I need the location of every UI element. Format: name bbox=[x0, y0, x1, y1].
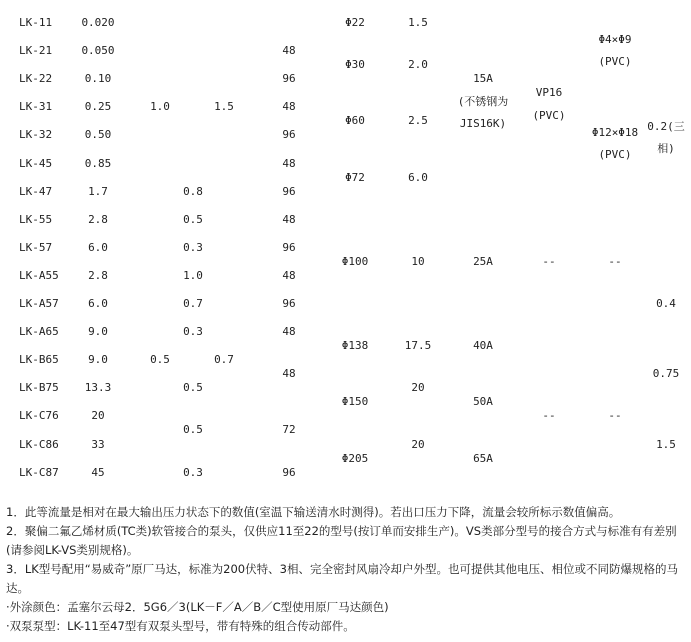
flow-cell: 2.8 bbox=[88, 268, 108, 282]
col-c-cell: 1.0 bbox=[150, 100, 170, 114]
col-k-cell: -- bbox=[608, 409, 622, 423]
col-f-cell: 48 bbox=[282, 325, 296, 339]
flow-cell: 0.50 bbox=[84, 128, 112, 142]
col-h-cell: 2.0 bbox=[408, 58, 428, 72]
flow-cell: 0.85 bbox=[84, 156, 112, 170]
col-h-cell: 20 bbox=[411, 381, 425, 395]
col-g-cell: Φ205 bbox=[341, 451, 369, 465]
col-l-cell: 1.5 bbox=[656, 437, 676, 451]
flow-cell: 0.050 bbox=[81, 44, 115, 58]
note-color: ·外涂颜色：孟塞尔云母2．5G6／3(LK－F／A／B／C型使用原厂马达颜色) bbox=[6, 600, 389, 614]
model-cell: LK-C86 bbox=[19, 437, 59, 451]
col-f-cell: 48 bbox=[282, 100, 296, 114]
note-1: 1．此等流量是相对在最大输出压力状态下的数值(室温下输送清水时测得)。若出口压力下降，流量会较所标示数值偏高。 bbox=[6, 505, 621, 519]
flow-cell: 9.0 bbox=[88, 325, 108, 339]
model-cell: LK-11 bbox=[19, 16, 53, 29]
flow-cell: 45 bbox=[91, 465, 105, 479]
col-f-cell: 48 bbox=[282, 44, 296, 58]
col-d-cell: 0.3 bbox=[183, 465, 203, 479]
col-f-cell: 96 bbox=[282, 465, 296, 479]
flow-cell: 0.25 bbox=[84, 100, 112, 114]
col-g-cell: Φ30 bbox=[345, 58, 365, 72]
col-i-cell: 15A bbox=[473, 72, 493, 86]
col-e-cell: 0.7 bbox=[214, 353, 234, 367]
col-f-cell: 48 bbox=[282, 268, 296, 282]
col-g-cell: Φ72 bbox=[345, 170, 365, 184]
col-h-cell: 17.5 bbox=[404, 339, 432, 353]
col-h-cell: 6.0 bbox=[408, 170, 428, 184]
col-j-cell: -- bbox=[542, 409, 556, 423]
col-g-cell: Φ60 bbox=[345, 114, 365, 128]
col-i-cell: 25A bbox=[473, 254, 493, 268]
col-d-cell: 0.5 bbox=[183, 381, 203, 395]
flow-cell: 20 bbox=[91, 409, 105, 423]
col-f-cell: 72 bbox=[282, 423, 296, 437]
col-h-cell: 10 bbox=[411, 254, 425, 268]
flow-cell: 0.10 bbox=[84, 72, 112, 86]
col-l-cell: 0.4 bbox=[656, 297, 676, 310]
col-d-cell: 1.0 bbox=[183, 268, 203, 282]
col-f-cell: 96 bbox=[282, 297, 296, 310]
flow-cell: 2.8 bbox=[88, 212, 108, 226]
model-cell: LK-B65 bbox=[19, 353, 59, 367]
col-i-cell: JIS16K) bbox=[459, 117, 507, 131]
col-e-cell: 1.5 bbox=[214, 100, 234, 114]
col-j-cell: (PVC) bbox=[532, 108, 566, 122]
col-f-cell: 96 bbox=[282, 240, 296, 254]
col-k-cell: Φ4×Φ9 bbox=[598, 32, 632, 46]
col-i-cell: 50A bbox=[473, 395, 493, 409]
col-k-cell: (PVC) bbox=[598, 148, 632, 162]
col-f-cell: 48 bbox=[282, 156, 296, 170]
model-cell: LK-47 bbox=[19, 184, 53, 198]
col-d-cell: 0.5 bbox=[183, 212, 203, 226]
col-i-cell: 40A bbox=[473, 339, 493, 353]
col-k-cell: -- bbox=[608, 254, 622, 268]
col-f-cell: 96 bbox=[282, 184, 296, 198]
col-h-cell: 1.5 bbox=[408, 16, 428, 29]
col-f-cell: 48 bbox=[282, 367, 296, 381]
col-l-cell: 0.75 bbox=[652, 367, 680, 381]
col-f-cell: 48 bbox=[282, 212, 296, 226]
col-l-cell: 0.2(三 bbox=[647, 119, 685, 133]
model-cell: LK-A57 bbox=[19, 297, 59, 310]
flow-cell: 1.7 bbox=[88, 184, 108, 198]
flow-cell: 6.0 bbox=[88, 240, 108, 254]
col-g-cell: Φ22 bbox=[345, 16, 365, 29]
model-cell: LK-22 bbox=[19, 72, 53, 86]
note-dual-pump: ·双泵泵型：LK-11至47型有双泵头型号，带有特殊的组合传动部件。 bbox=[6, 619, 355, 633]
col-i-cell: (不锈钢为 bbox=[457, 94, 509, 108]
col-i-cell: 65A bbox=[473, 451, 493, 465]
flow-cell: 0.020 bbox=[81, 16, 115, 29]
model-cell: LK-55 bbox=[19, 212, 53, 226]
col-h-cell: 20 bbox=[411, 437, 425, 451]
col-d-cell: 0.5 bbox=[183, 423, 203, 437]
col-d-cell: 0.3 bbox=[183, 240, 203, 254]
model-cell: LK-C87 bbox=[19, 465, 59, 479]
model-cell: LK-31 bbox=[19, 100, 53, 114]
col-k-cell: Φ12×Φ18 bbox=[591, 125, 639, 139]
note-2: 2．聚偏二氟乙烯材质(TC类)软管接合的泵头，仅供应11至22的型号(按订单而安排生产)。VS类部分型号的接合方式与标准有有差别(请参阅LK-VS类别规格)。 bbox=[6, 524, 677, 557]
note-3: 3．LK型号配用“易威奇”原厂马达，标准为200伏特、3相、完全密封风扇冷却户外型。也可提供其他电压、相位或不同防爆规格的马达。 bbox=[6, 562, 678, 595]
col-l-cell: 相) bbox=[657, 142, 675, 156]
flow-cell: 33 bbox=[91, 437, 105, 451]
model-cell: LK-A65 bbox=[19, 325, 59, 339]
col-g-cell: Φ150 bbox=[341, 395, 369, 409]
flow-cell: 6.0 bbox=[88, 297, 108, 310]
col-f-cell: 96 bbox=[282, 128, 296, 142]
col-j-cell: VP16 bbox=[535, 86, 563, 100]
col-f-cell: 96 bbox=[282, 72, 296, 86]
col-d-cell: 0.3 bbox=[183, 325, 203, 339]
model-cell: LK-A55 bbox=[19, 268, 59, 282]
flow-cell: 9.0 bbox=[88, 353, 108, 367]
model-cell: LK-21 bbox=[19, 44, 53, 58]
col-d-cell: 0.8 bbox=[183, 184, 203, 198]
model-cell: LK-45 bbox=[19, 156, 53, 170]
col-g-cell: Φ100 bbox=[341, 254, 369, 268]
model-cell: LK-32 bbox=[19, 128, 53, 142]
col-h-cell: 2.5 bbox=[408, 114, 428, 128]
col-c-cell: 0.5 bbox=[150, 353, 170, 367]
col-d-cell: 0.7 bbox=[183, 297, 203, 310]
model-cell: LK-B75 bbox=[19, 381, 59, 395]
flow-cell: 13.3 bbox=[84, 381, 112, 395]
col-k-cell: (PVC) bbox=[598, 55, 632, 69]
col-j-cell: -- bbox=[542, 254, 556, 268]
col-g-cell: Φ138 bbox=[341, 339, 369, 353]
notes-section bbox=[6, 503, 686, 636]
model-cell: LK-C76 bbox=[19, 409, 59, 423]
model-cell: LK-57 bbox=[19, 240, 53, 254]
